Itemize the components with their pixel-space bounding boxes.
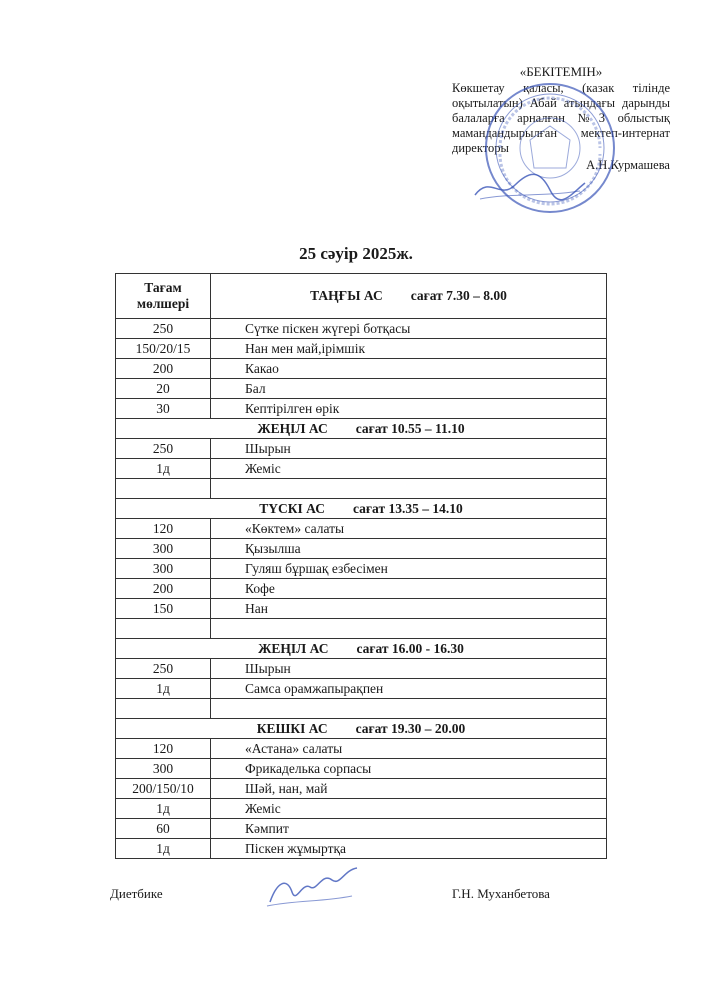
blank-cell [211, 479, 607, 499]
blank-cell [116, 699, 211, 719]
footer-dietitian-label: Диетбике [110, 886, 163, 901]
meal-header-row [116, 639, 607, 659]
item-quantity: 300 [116, 539, 211, 559]
meal-title: ЖЕҢІЛ АС [258, 640, 329, 656]
table-row [116, 359, 607, 379]
item-name: Жеміс [211, 799, 607, 819]
table-row [116, 779, 607, 799]
item-quantity: 1д [116, 799, 211, 819]
table-row [116, 539, 607, 559]
menu-table [115, 273, 607, 859]
item-quantity: 120 [116, 739, 211, 759]
item-name: Жеміс [211, 459, 607, 479]
table-row [116, 559, 607, 579]
approval-text: Көкшетау қаласы, (казак тілінде оқытылатын) Абай атындағы дарынды балаларға арналған №3 облыстық мамандандырылған мектеп-интернат директоры [452, 81, 670, 155]
meal-title-cell [116, 419, 607, 439]
meal-title: КЕШКІ АС [256, 720, 328, 736]
item-quantity: 200/150/10 [116, 779, 211, 799]
table-row [116, 759, 607, 779]
blank-cell [116, 619, 211, 639]
item-name: Кәмпит [211, 819, 607, 839]
item-name: Бал [211, 379, 607, 399]
table-row [116, 579, 607, 599]
table-row [116, 339, 607, 359]
table-row [116, 439, 607, 459]
item-name: Қызылша [211, 539, 607, 559]
item-quantity: 120 [116, 519, 211, 539]
item-name: Шырын [211, 439, 607, 459]
item-quantity: 150 [116, 599, 211, 619]
menu-date: 25 сәуір 2025ж. [299, 244, 413, 263]
item-name: Самса орамжапырақпен [211, 679, 607, 699]
item-name: Кофе [211, 579, 607, 599]
footer-dietitian-name: Г.Н. Муханбетова [452, 886, 550, 901]
table-row [116, 599, 607, 619]
meal-header-row [116, 499, 607, 519]
meal-title-cell [116, 639, 607, 659]
item-name: Нан [211, 599, 607, 619]
meal-title: ЖЕҢІЛ АС [257, 420, 328, 436]
meal-time: сағат 7.30 – 8.00 [410, 288, 507, 303]
meal-title: ТАҢҒЫ АС [310, 288, 383, 303]
director-signature-icon [470, 165, 590, 205]
meal-time: сағат 13.35 – 14.10 [353, 500, 463, 516]
item-quantity: 250 [116, 319, 211, 339]
item-name: Кептірілген өрік [211, 399, 607, 419]
item-quantity: 30 [116, 399, 211, 419]
item-quantity: 20 [116, 379, 211, 399]
item-quantity: 1д [116, 839, 211, 859]
blank-cell [116, 479, 211, 499]
item-quantity: 300 [116, 559, 211, 579]
item-name: «Астана» салаты [211, 739, 607, 759]
item-name: Гуляш бұршақ езбесімен [211, 559, 607, 579]
table-row [116, 319, 607, 339]
item-quantity: 1д [116, 679, 211, 699]
table-row [116, 839, 607, 859]
meal-header-row [116, 419, 607, 439]
blank-row [116, 699, 607, 719]
item-quantity: 250 [116, 659, 211, 679]
meal-header-row [116, 719, 607, 739]
table-row [116, 379, 607, 399]
table-row [116, 819, 607, 839]
item-quantity: 200 [116, 579, 211, 599]
item-name: Піскен жұмыртқа [211, 839, 607, 859]
meal-header-row [116, 274, 607, 319]
meal-time: сағат 16.00 - 16.30 [356, 640, 464, 656]
table-row [116, 739, 607, 759]
blank-cell [211, 699, 607, 719]
item-name: Какао [211, 359, 607, 379]
table-row [116, 679, 607, 699]
item-quantity: 200 [116, 359, 211, 379]
approval-heading: «БЕКІТЕМІН» [519, 64, 603, 79]
item-quantity: 1д [116, 459, 211, 479]
meal-title-cell [116, 719, 607, 739]
director-name: А.Н.Курмашева [586, 158, 670, 172]
table-row [116, 519, 607, 539]
item-quantity: 150/20/15 [116, 339, 211, 359]
table-row [116, 459, 607, 479]
meal-time: сағат 10.55 – 11.10 [355, 420, 465, 436]
item-name: Шәй, нан, май [211, 779, 607, 799]
item-name: Сүтке піскен жүгері ботқасы [211, 319, 607, 339]
blank-cell [211, 619, 607, 639]
table-row [116, 399, 607, 419]
meal-title-cell [211, 274, 607, 319]
table-row [116, 799, 607, 819]
item-quantity: 60 [116, 819, 211, 839]
blank-row [116, 479, 607, 499]
blank-row [116, 619, 607, 639]
meal-time: сағат 19.30 – 20.00 [355, 720, 466, 736]
meal-title: ТҮСКІ АС [259, 500, 326, 516]
item-quantity: 250 [116, 439, 211, 459]
table-row [116, 659, 607, 679]
qty-column-header: Тағам мөлшері [116, 274, 211, 319]
item-name: «Көктем» салаты [211, 519, 607, 539]
dietitian-signature-icon [262, 862, 362, 912]
item-quantity: 300 [116, 759, 211, 779]
item-name: Фрикаделька сорпасы [211, 759, 607, 779]
item-name: Шырын [211, 659, 607, 679]
meal-title-cell [116, 499, 607, 519]
item-name: Нан мен май,ірімшік [211, 339, 607, 359]
